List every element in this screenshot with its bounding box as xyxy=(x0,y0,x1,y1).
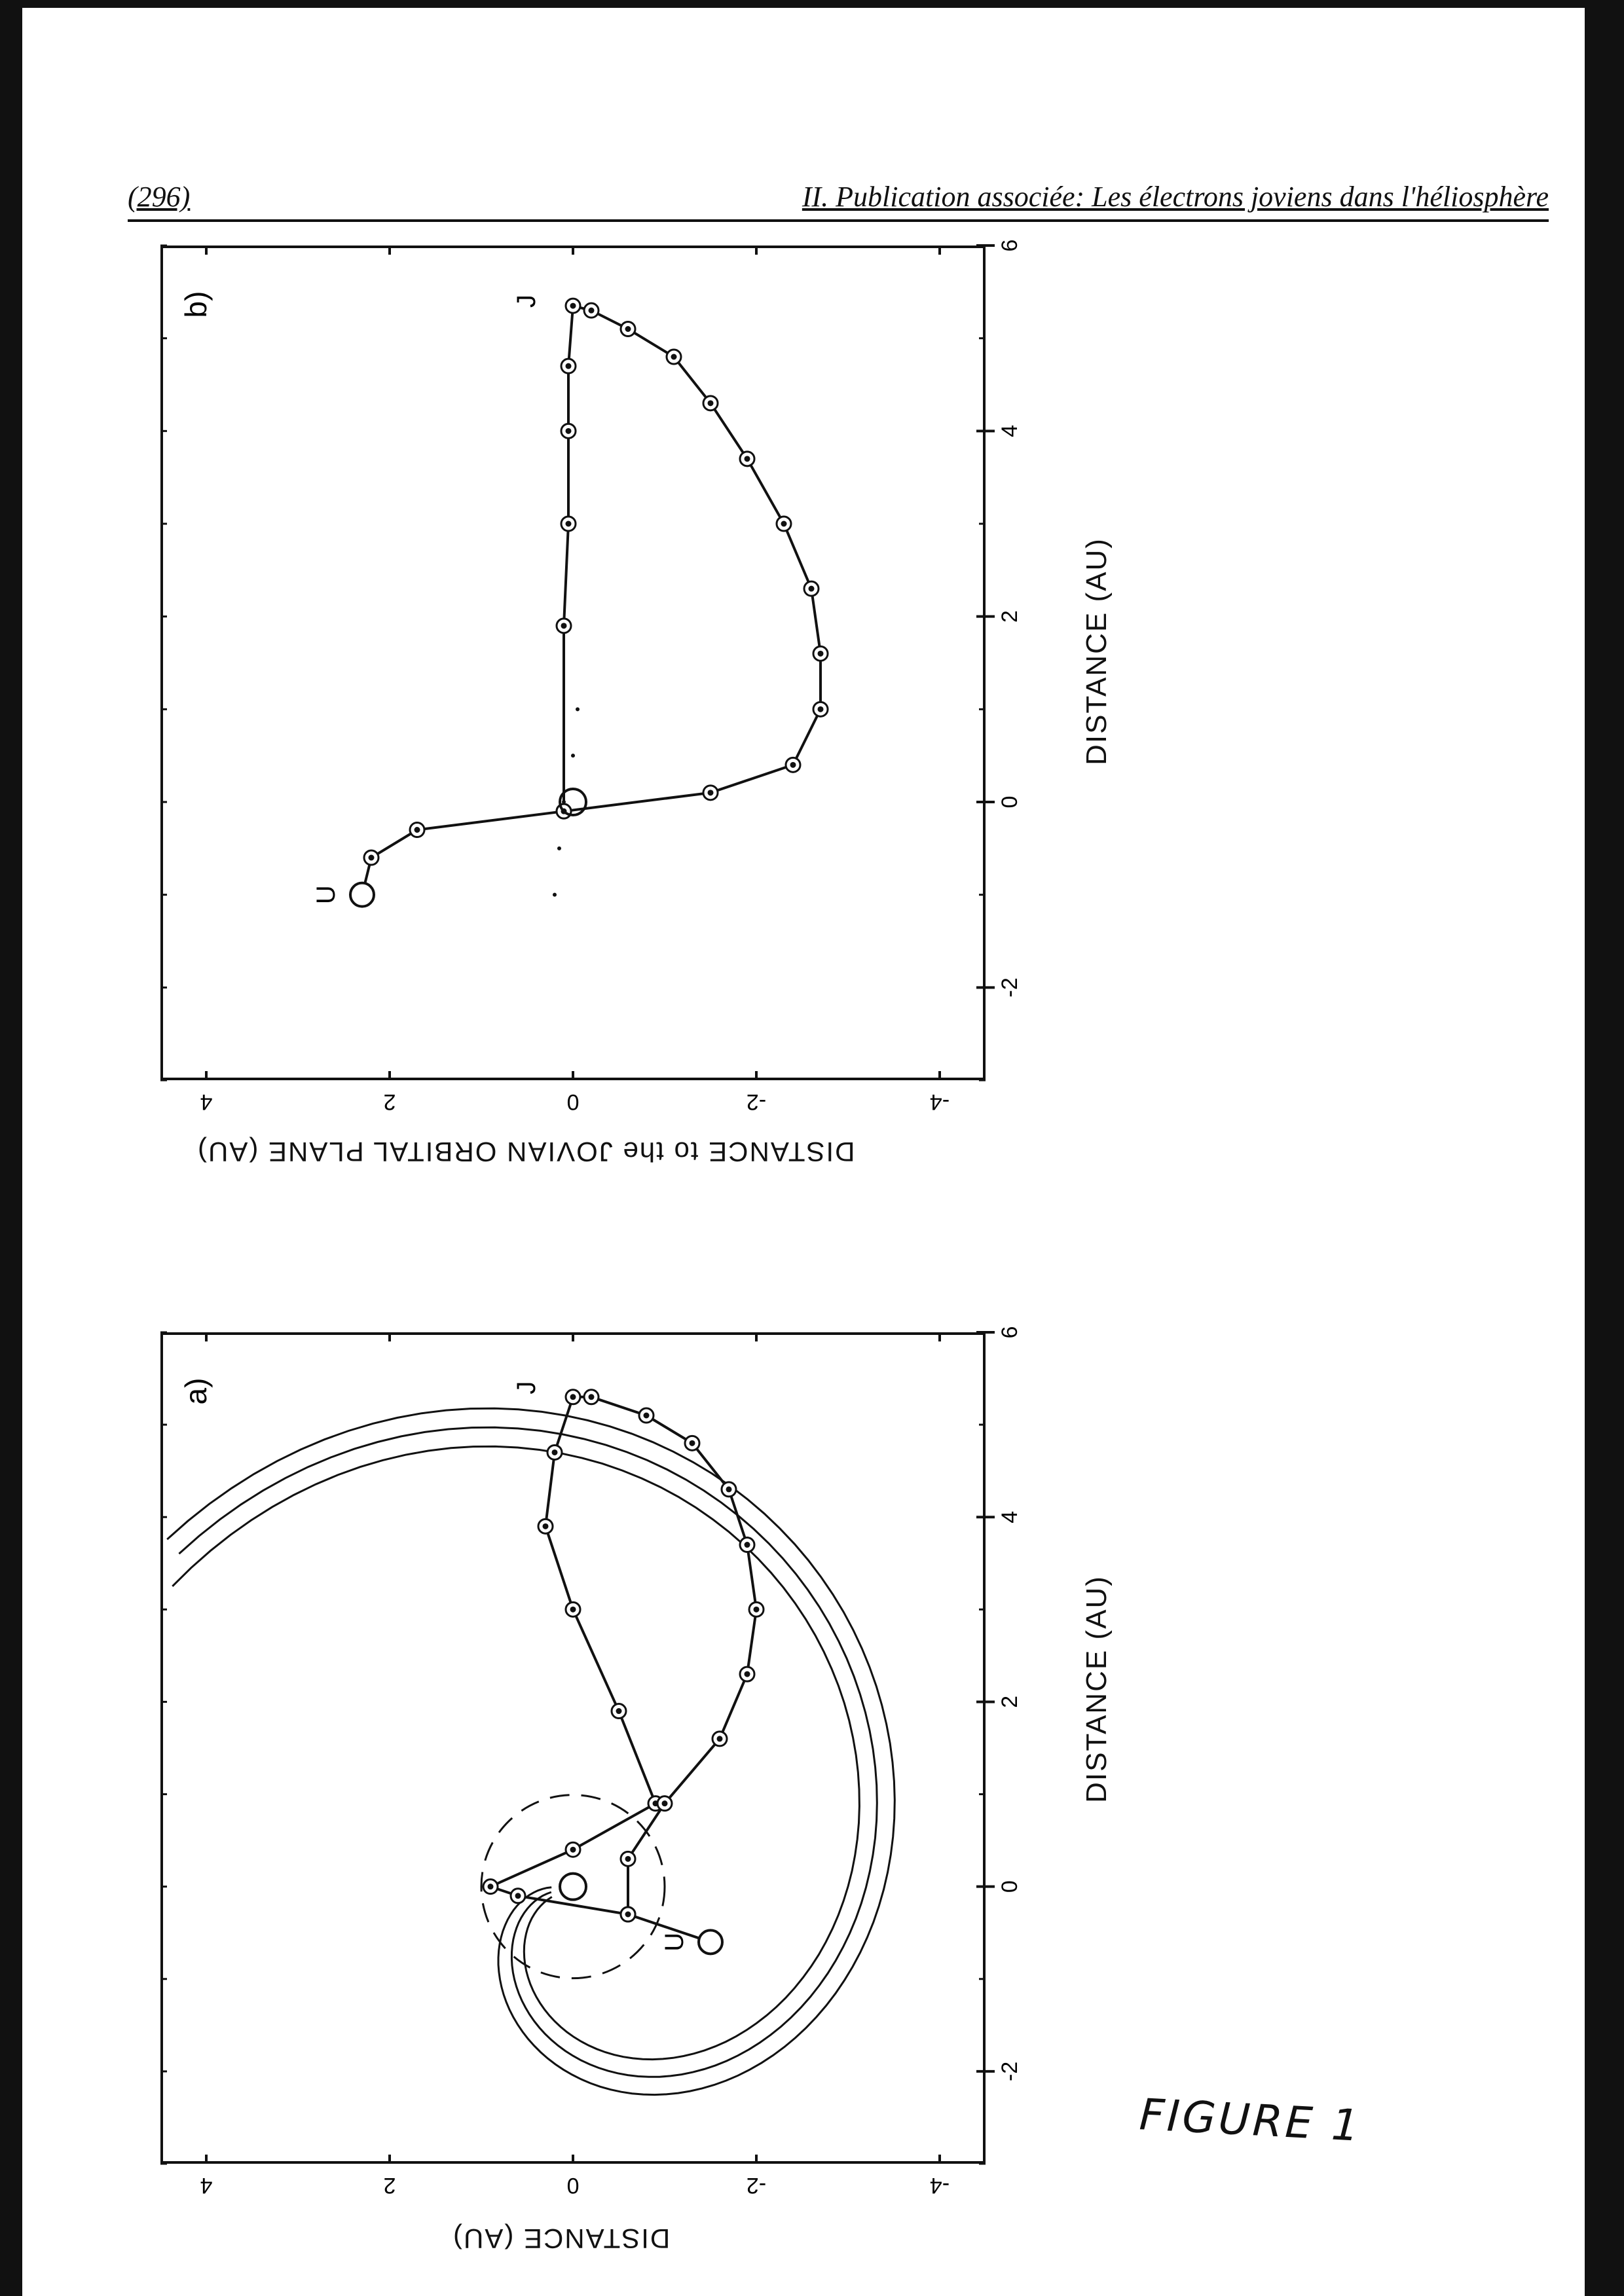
sun-marker xyxy=(560,1874,586,1900)
trajectory-point-dot xyxy=(745,1542,750,1548)
trajectory-point-dot xyxy=(570,303,576,309)
y-tick-label: 2 xyxy=(383,2173,396,2198)
dotted-point xyxy=(557,847,561,850)
trajectory-point-dot xyxy=(717,1736,723,1741)
trajectory-point-dot xyxy=(488,1884,494,1889)
y-tick-label: 4 xyxy=(200,2173,213,2198)
x-tick-label: 2 xyxy=(997,1695,1022,1708)
dotted-point xyxy=(553,893,557,897)
trajectory-point-dot xyxy=(570,1394,576,1400)
panel-label: a) xyxy=(179,1377,213,1405)
y-tick-label: -4 xyxy=(929,1089,950,1114)
trajectory-point-dot xyxy=(745,456,750,462)
y-tick-label: 0 xyxy=(566,1089,580,1114)
x-tick-label: 4 xyxy=(997,424,1022,437)
x-tick-label: 6 xyxy=(997,1326,1022,1339)
jupiter-label: J xyxy=(512,295,541,308)
orbit-circle xyxy=(481,1795,665,1978)
panel-b-plot xyxy=(160,240,1022,1114)
trajectory-point-dot xyxy=(561,623,567,629)
trajectory-point-dot xyxy=(616,1708,622,1714)
x-tick-label: 2 xyxy=(997,610,1022,623)
y-tick-label: 4 xyxy=(200,1089,213,1114)
trajectory-point-dot xyxy=(726,1486,732,1492)
parker-spiral xyxy=(167,1408,895,2094)
ulysses-label: U xyxy=(660,1932,689,1952)
x-tick-label: 0 xyxy=(997,1880,1022,1893)
panel-a-y-axis-label: DISTANCE (AU) xyxy=(452,2223,671,2254)
parker-spiral xyxy=(172,1446,859,2059)
trajectory-point-dot xyxy=(589,1394,595,1400)
panel-b-x-axis-label: DISTANCE (AU) xyxy=(1080,538,1113,765)
ulysses-start-marker xyxy=(699,1930,722,1954)
trajectory-point-dot xyxy=(570,1847,576,1853)
trajectory-point-dot xyxy=(781,521,787,527)
trajectory-point-dot xyxy=(515,1893,521,1899)
trajectory-point-dot xyxy=(543,1523,549,1529)
page-number: (296) xyxy=(128,181,191,213)
y-tick-label: -2 xyxy=(746,2173,767,2198)
trajectory-point-dot xyxy=(754,1607,760,1613)
jupiter-label: J xyxy=(512,1381,541,1394)
trajectory-line xyxy=(362,306,821,895)
trajectory-point-dot xyxy=(415,827,420,833)
panel-label: b) xyxy=(179,291,213,318)
trajectory-point-dot xyxy=(708,790,714,795)
panel-b-y-axis-label: DISTANCE to the JOVIAN ORBITAL PLANE (AU) xyxy=(196,1137,855,1167)
dotted-point xyxy=(571,754,575,757)
trajectory-point-dot xyxy=(566,428,572,434)
trajectory-point-dot xyxy=(566,521,572,527)
trajectory-point-dot xyxy=(625,326,631,332)
trajectory-point-dot xyxy=(818,651,824,657)
trajectory-point-dot xyxy=(790,762,796,768)
y-tick-label: 2 xyxy=(383,1089,396,1114)
dotted-point xyxy=(576,707,580,711)
trajectory-point-dot xyxy=(566,363,572,369)
trajectory-point-dot xyxy=(625,1856,631,1862)
trajectory-point-dot xyxy=(690,1440,695,1446)
figure-caption: FIGURE 1 xyxy=(1138,2089,1363,2151)
y-tick-label: 0 xyxy=(566,2173,580,2198)
trajectory-point-dot xyxy=(625,1912,631,1918)
x-tick-label: 6 xyxy=(997,239,1022,252)
ulysses-label: U xyxy=(312,885,341,905)
trajectory-point-dot xyxy=(570,1607,576,1613)
running-head: II. Publication associée: Les électrons joviens dans l'héliosphère xyxy=(802,181,1549,213)
trajectory-point-dot xyxy=(644,1413,650,1419)
x-tick-label: -2 xyxy=(997,2061,1022,2082)
y-tick-label: -2 xyxy=(746,1089,767,1114)
trajectory-point-dot xyxy=(589,308,595,314)
x-tick-label: 4 xyxy=(997,1510,1022,1523)
x-tick-label: 0 xyxy=(997,795,1022,809)
trajectory-point-dot xyxy=(818,706,824,712)
trajectory-point-dot xyxy=(671,354,677,360)
trajectory-point-dot xyxy=(662,1800,668,1806)
trajectory-point-dot xyxy=(809,586,815,592)
y-tick-label: -4 xyxy=(929,2173,950,2198)
trajectory-point-dot xyxy=(369,855,375,861)
panel-a-x-axis-label: DISTANCE (AU) xyxy=(1080,1575,1113,1803)
x-tick-label: -2 xyxy=(997,977,1022,998)
trajectory-point-dot xyxy=(552,1449,558,1455)
dotted-point xyxy=(562,800,566,804)
ulysses-start-marker xyxy=(350,883,374,907)
panel-a-plot xyxy=(160,1326,1022,2198)
trajectory-point-dot xyxy=(708,400,714,406)
trajectory-point-dot xyxy=(745,1671,750,1677)
